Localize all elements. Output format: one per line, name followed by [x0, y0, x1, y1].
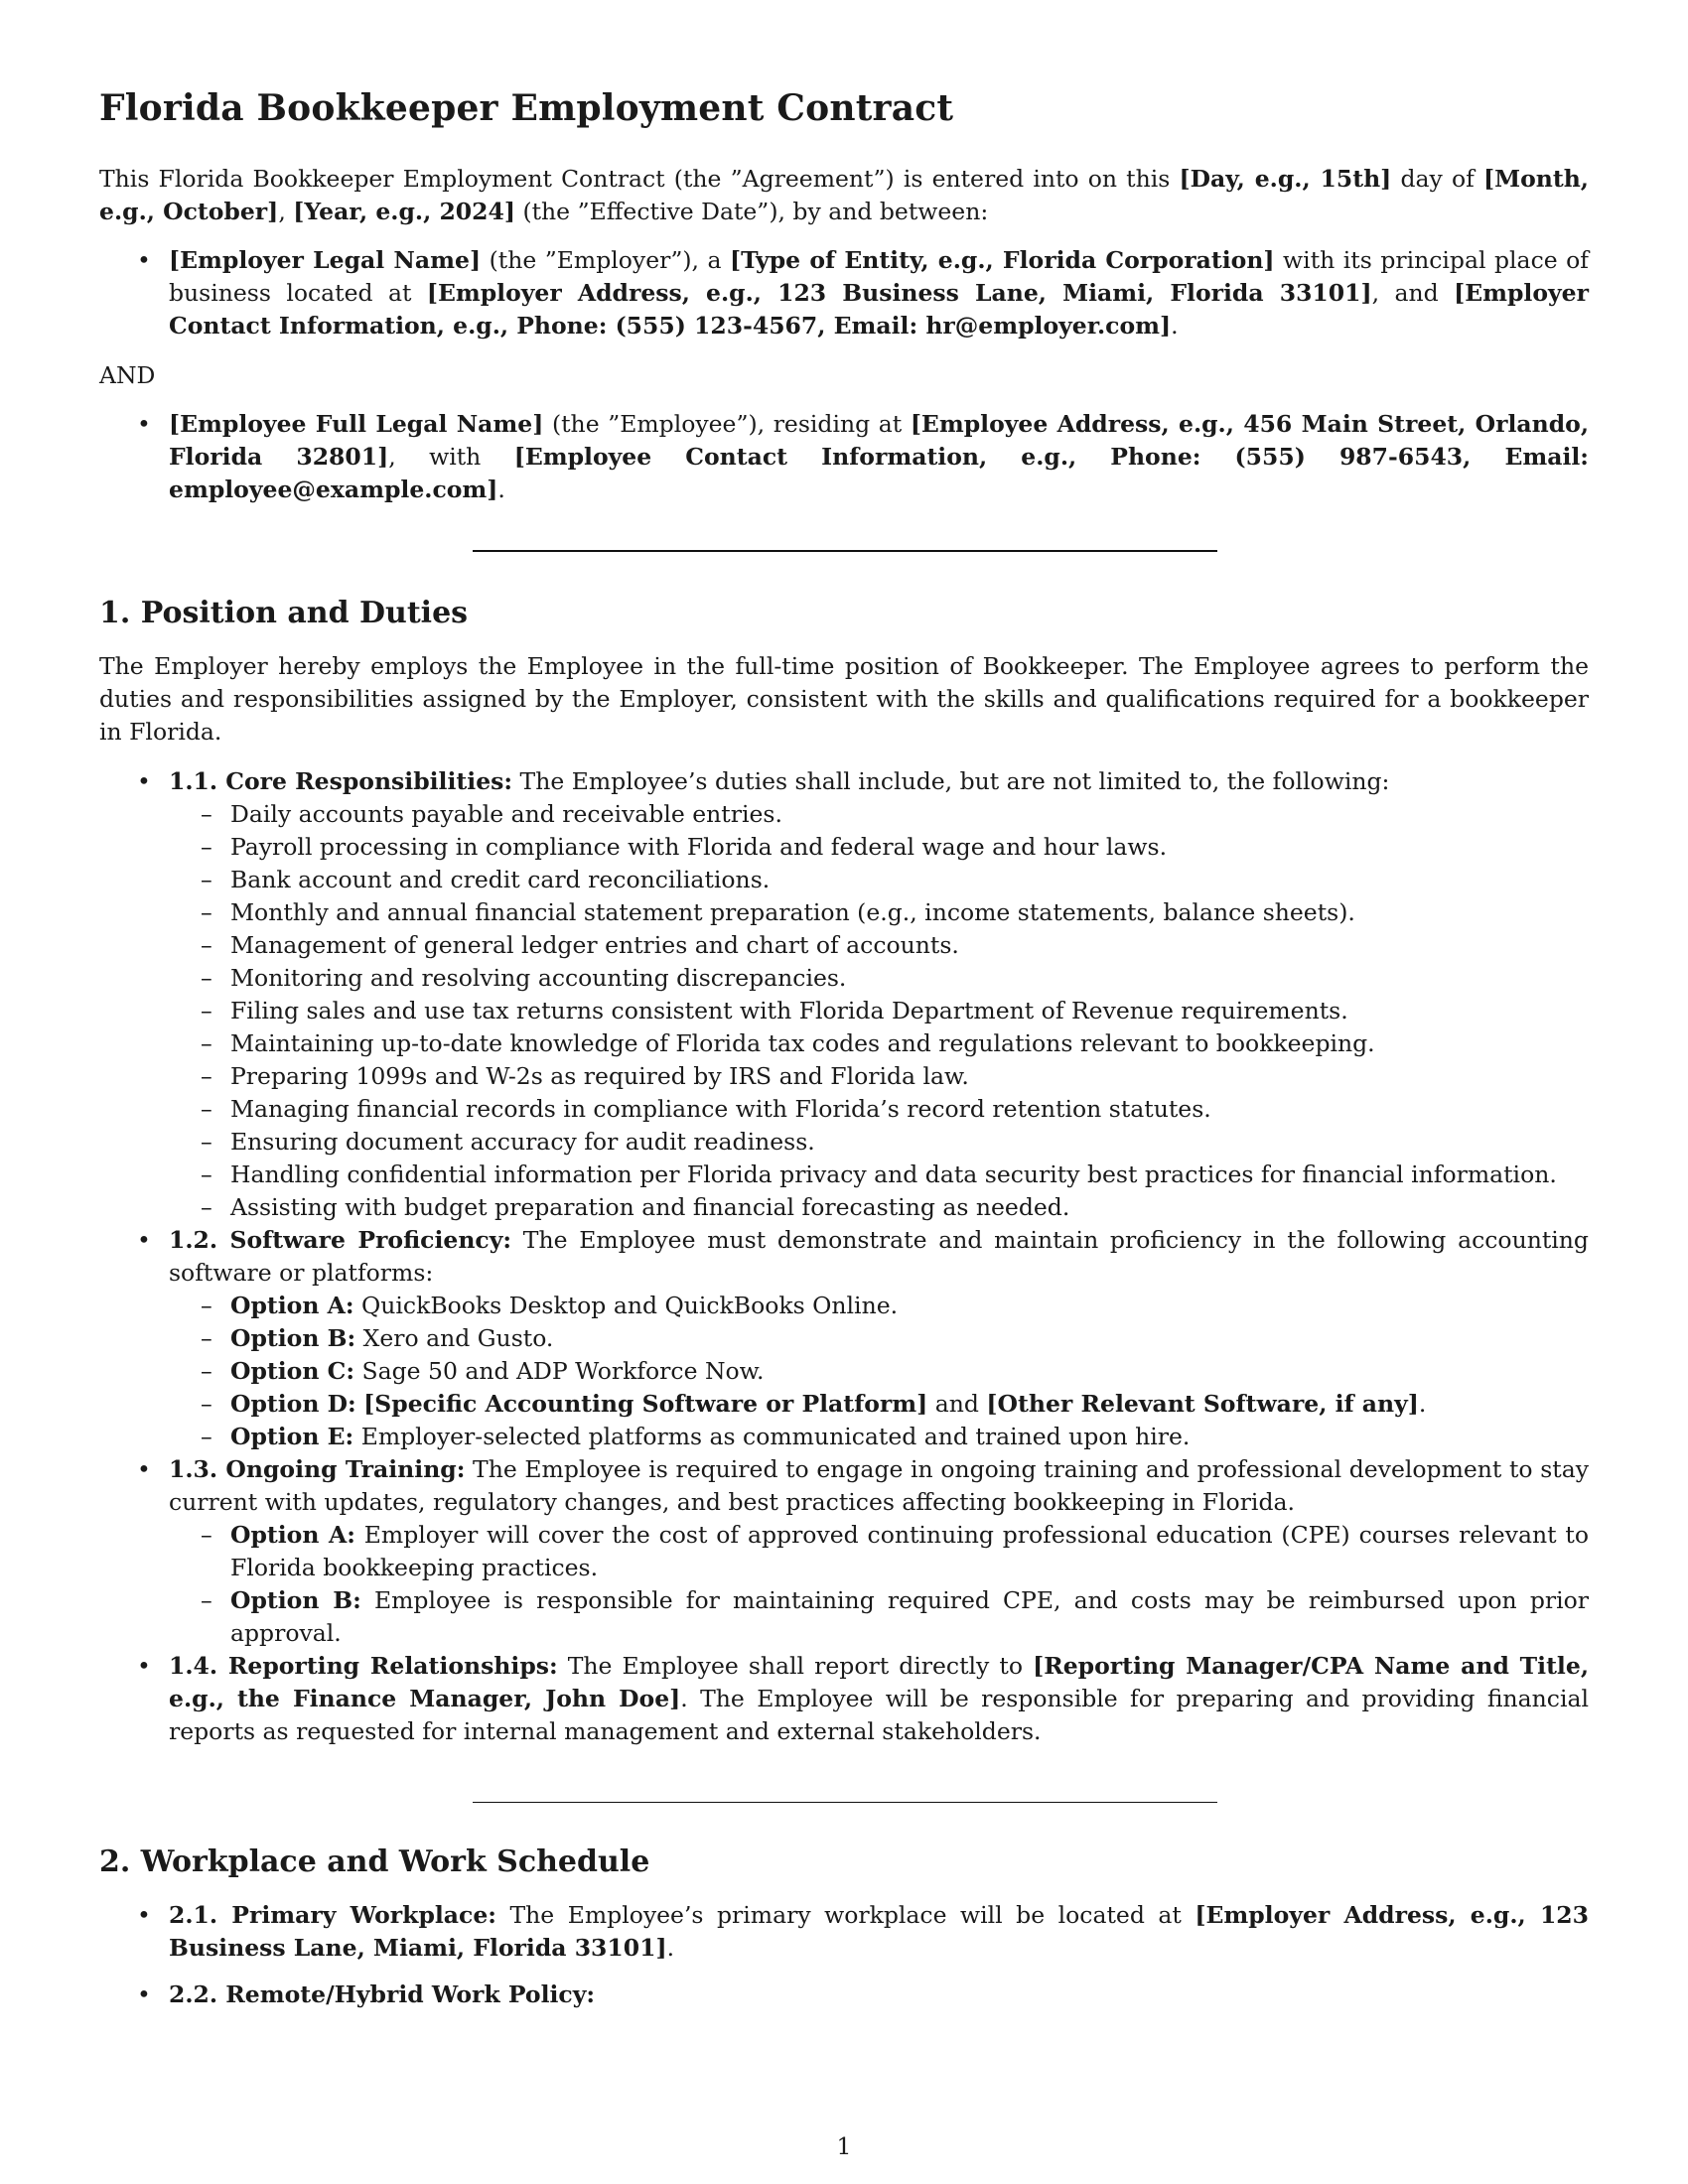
list-item: – Assisting with budget preparation and financial forecasting as needed.	[169, 1191, 1589, 1224]
intro-paragraph	[99, 163, 1589, 228]
primary-workplace-item	[99, 1899, 1589, 1965]
core-responsibilities-item	[99, 765, 1589, 1224]
intro-text: ,	[278, 198, 294, 225]
day-placeholder: [Day, e.g., 15th]	[1179, 165, 1392, 193]
list-item: – Payroll processing in compliance with Florida and federal wage and hour laws.	[169, 831, 1589, 864]
list-item: – Bank account and credit card reconciliations.	[169, 864, 1589, 896]
list-item: – Preparing 1099s and W-2s as required by IRS and Florida law.	[169, 1060, 1589, 1093]
employee-contact-placeholder: [Employee Contact Information, e.g., Phone: (555) 987-6543, Email: employee@example.com]	[169, 443, 1589, 503]
section-1-list	[99, 765, 1589, 1748]
remote-work-policy-item	[99, 1979, 1589, 2011]
employee-name-placeholder: [Employee Full Legal Name]	[169, 410, 544, 438]
section-divider	[473, 550, 1217, 552]
clause-label: 2.1. Primary Workplace:	[169, 1901, 496, 1929]
year-placeholder: [Year, e.g., 2024]	[293, 198, 515, 225]
employee-address-placeholder: [Employee Address, e.g., 456 Main Street, Orlando, Florida 32801]	[169, 410, 1589, 471]
employer-contact-placeholder: [Employer Contact Information, e.g., Phone: (555) 123-4567, Email: hr@employer.com]	[169, 279, 1589, 340]
option-label: Option E:	[230, 1423, 354, 1450]
option-label: Option C:	[230, 1357, 355, 1385]
clause-text: The Employee’s primary workplace will be located at	[495, 1901, 1196, 1929]
option-label: Option B:	[230, 1586, 361, 1614]
ongoing-training-item	[99, 1453, 1589, 1650]
option-text: and	[927, 1390, 987, 1418]
option-text: .	[1418, 1390, 1427, 1418]
other-software-placeholder: [Other Relevant Software, if any]	[986, 1390, 1419, 1418]
list-item: – Management of general ledger entries and chart of accounts.	[169, 929, 1589, 962]
software-placeholder: [Specific Accounting Software or Platform]	[363, 1390, 928, 1418]
list-item: – Monthly and annual financial statement preparation (e.g., income statements, balance sheets).	[169, 896, 1589, 929]
entity-type-placeholder: [Type of Entity, e.g., Florida Corporation]	[730, 246, 1275, 274]
employer-party-item	[99, 244, 1589, 342]
list-item: – Handling confidential information per Florida privacy and data security best practices for financial information.	[169, 1159, 1589, 1191]
employer-address-placeholder: [Employer Address, e.g., 123 Business Lane, Miami, Florida 33101]	[426, 279, 1372, 307]
employer-text: (the ”Employer”), a	[481, 246, 731, 274]
document-title: Florida Bookkeeper Employment Contract	[99, 87, 954, 129]
intro-text: (the ”Effective Date”), by and between:	[514, 198, 989, 225]
software-option-b	[169, 1322, 1589, 1355]
employer-text: with its principal place of business located at	[169, 246, 1589, 307]
intro-text: day of	[1391, 165, 1483, 193]
month-placeholder: [Month, e.g., October]	[99, 165, 1589, 225]
software-option-e	[169, 1421, 1589, 1453]
software-option-d	[169, 1388, 1589, 1421]
section-divider	[473, 1802, 1217, 1803]
core-responsibilities-sublist	[169, 798, 1589, 1224]
section-2-heading: 2. Workplace and Work Schedule	[99, 1844, 650, 1879]
clause-text: The Employee’s duties shall include, but are not limited to, the following:	[512, 767, 1390, 795]
option-text: Employee is responsible for maintaining required CPE, and costs may be reimbursed upon prior approval.	[230, 1586, 1589, 1647]
clause-label: 1.4. Reporting Relationships:	[169, 1652, 558, 1680]
employee-text: (the ”Employee”), residing at	[543, 410, 911, 438]
option-text: Employer will cover the cost of approved continuing professional education (CPE) courses relevant to Florida bookkeeping practices.	[230, 1521, 1589, 1581]
section-1-heading: 1. Position and Duties	[99, 596, 469, 630]
clause-text: The Employee must demonstrate and maintain proficiency in the following accounting software or platforms:	[169, 1226, 1589, 1287]
option-text: QuickBooks Desktop and QuickBooks Online.	[353, 1292, 899, 1319]
clause-label: 1.2. Software Proficiency:	[169, 1226, 512, 1254]
option-label: Option B:	[230, 1324, 356, 1352]
option-text: Sage 50 and ADP Workforce Now.	[354, 1357, 765, 1385]
software-option-c	[169, 1355, 1589, 1388]
employee-text: , with	[388, 443, 514, 471]
clause-text: . The Employee will be responsible for preparing and providing financial reports as requested for internal management and external stakeholders.	[169, 1685, 1589, 1745]
clause-label: 1.1. Core Responsibilities:	[169, 767, 513, 795]
list-item: – Managing financial records in compliance with Florida’s record retention statutes.	[169, 1093, 1589, 1126]
option-text: Employer-selected platforms as communicated and trained upon hire.	[353, 1423, 1191, 1450]
clause-label: 2.2. Remote/Hybrid Work Policy:	[169, 1980, 596, 2008]
and-separator: AND	[99, 361, 156, 389]
employee-party-item	[99, 408, 1589, 506]
training-options-sublist	[169, 1519, 1589, 1650]
clause-label: 1.3. Ongoing Training:	[169, 1455, 466, 1483]
software-option-a	[169, 1290, 1589, 1322]
clause-text: The Employee is required to engage in ongoing training and professional development to stay current with updates, regulatory changes, and best practices affecting bookkeeping in Florida.	[169, 1455, 1589, 1516]
software-proficiency-item	[99, 1224, 1589, 1453]
training-option-a	[169, 1519, 1589, 1584]
workplace-address-placeholder: [Employer Address, e.g., 123 Business Lane, Miami, Florida 33101]	[169, 1901, 1590, 1962]
employee-text: .	[497, 476, 505, 503]
option-label: Option A:	[230, 1521, 355, 1549]
employer-name-placeholder: [Employer Legal Name]	[169, 246, 482, 274]
list-item: – Filing sales and use tax returns consistent with Florida Department of Revenue requirements.	[169, 995, 1589, 1027]
section-1-paragraph: The Employer hereby employs the Employee in the full-time position of Bookkeeper. The Employee agrees to perform the duties and responsibilities assigned by the Employer, consistent with the skills and qualifications required for a bookkeeper in Florida.	[99, 652, 1589, 746]
clause-text: .	[666, 1934, 675, 1962]
software-options-sublist	[169, 1290, 1589, 1453]
list-item: – Daily accounts payable and receivable entries.	[169, 798, 1589, 831]
option-label: Option D:	[230, 1390, 356, 1418]
employer-party-list	[99, 244, 1589, 342]
employer-text: , and	[1371, 279, 1455, 307]
reporting-relationships-item	[99, 1650, 1589, 1748]
clause-text: The Employee shall report directly to	[557, 1652, 1034, 1680]
option-label: Option A:	[230, 1292, 354, 1319]
intro-text: This Florida Bookkeeper Employment Contract (the ”Agreement”) is entered into on this	[99, 165, 1180, 193]
section-2-list	[99, 1899, 1589, 2025]
manager-placeholder: [Reporting Manager/CPA Name and Title, e.g., the Finance Manager, John Doe]	[169, 1652, 1589, 1712]
training-option-b	[169, 1584, 1589, 1650]
page-number: 1	[836, 2132, 852, 2160]
employee-party-list	[99, 408, 1589, 506]
list-item: – Monitoring and resolving accounting discrepancies.	[169, 962, 1589, 995]
list-item: – Ensuring document accuracy for audit readiness.	[169, 1126, 1589, 1159]
option-text: Xero and Gusto.	[355, 1324, 554, 1352]
list-item: – Maintaining up-to-date knowledge of Florida tax codes and regulations relevant to bookkeeping.	[169, 1027, 1589, 1060]
employer-text: .	[1171, 312, 1179, 340]
